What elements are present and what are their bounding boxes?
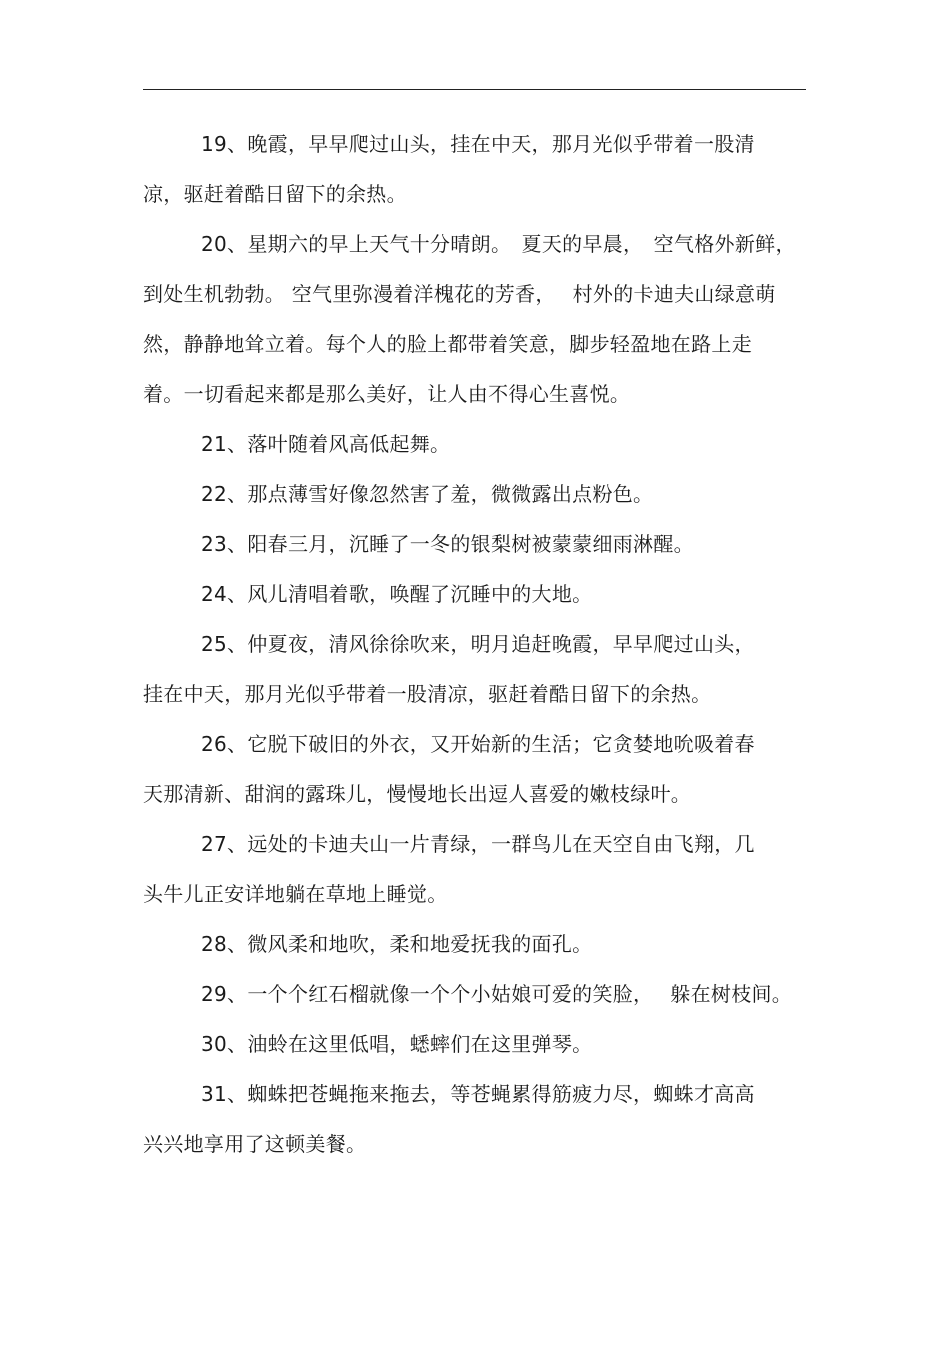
text-line: 31、蜘蛛把苍蝇拖来拖去，等苍蝇累得筋疲力尽，蜘蛛才高高: [201, 1082, 755, 1106]
text-line: 挂在中天，那月光似乎带着一股清凉，驱赶着酷日留下的余热。: [143, 682, 712, 706]
paragraph-22: [143, 475, 823, 525]
paragraph-20: [143, 225, 823, 425]
document-body: [143, 125, 823, 1175]
text-line: 20、星期六的早上天气十分晴朗。 夏天的早晨， 空气格外新鲜，: [201, 232, 796, 256]
text-line: 23、阳春三月，沉睡了一冬的银梨树被蒙蒙细雨淋醒。: [201, 532, 694, 556]
text-line: 头牛儿正安详地躺在草地上睡觉。: [143, 882, 448, 906]
text-line: 27、远处的卡迪夫山一片青绿，一群鸟儿在天空自由飞翔，几: [201, 832, 755, 856]
text-line: 着。一切看起来都是那么美好，让人由不得心生喜悦。: [143, 382, 631, 406]
paragraph-31: [143, 1075, 823, 1175]
paragraph-21: [143, 425, 823, 475]
text-line: 22、那点薄雪好像忽然害了羞，微微露出点粉色。: [201, 482, 654, 506]
text-line: 21、落叶随着风高低起舞。: [201, 432, 451, 456]
paragraph-26: [143, 725, 823, 825]
paragraph-30: [143, 1025, 823, 1075]
paragraph-23: [143, 525, 823, 575]
paragraph-24: [143, 575, 823, 625]
paragraph-25: [143, 625, 823, 725]
paragraph-27: [143, 825, 823, 925]
text-line: 到处生机勃勃。 空气里弥漫着洋槐花的芳香， 村外的卡迪夫山绿意萌: [143, 282, 776, 306]
text-line: 19、晚霞，早早爬过山头，挂在中天，那月光似乎带着一股清: [201, 132, 755, 156]
paragraph-19: [143, 125, 823, 225]
text-line: 兴兴地享用了这顿美餐。: [143, 1132, 367, 1156]
paragraph-28: [143, 925, 823, 975]
paragraph-29: [143, 975, 823, 1025]
text-line: 凉，驱赶着酷日留下的余热。: [143, 182, 407, 206]
text-line: 28、微风柔和地吹，柔和地爱抚我的面孔。: [201, 932, 593, 956]
header-rule: [143, 89, 806, 90]
text-line: 26、它脱下破旧的外衣，又开始新的生活；它贪婪地吮吸着春: [201, 732, 755, 756]
text-line: 24、风儿清唱着歌，唤醒了沉睡中的大地。: [201, 582, 593, 606]
text-line: 然，静静地耸立着。每个人的脸上都带着笑意，脚步轻盈地在路上走: [143, 332, 752, 356]
text-line: 25、仲夏夜，清风徐徐吹来，明月追赶晚霞，早早爬过山头，: [201, 632, 755, 656]
text-line: 天那清新、甜润的露珠儿，慢慢地长出逗人喜爱的嫩枝绿叶。: [143, 782, 692, 806]
text-line: 30、油蛉在这里低唱，蟋蟀们在这里弹琴。: [201, 1032, 593, 1056]
text-line: 29、一个个红石榴就像一个个小姑娘可爱的笑脸， 躲在树枝间。: [201, 982, 793, 1006]
